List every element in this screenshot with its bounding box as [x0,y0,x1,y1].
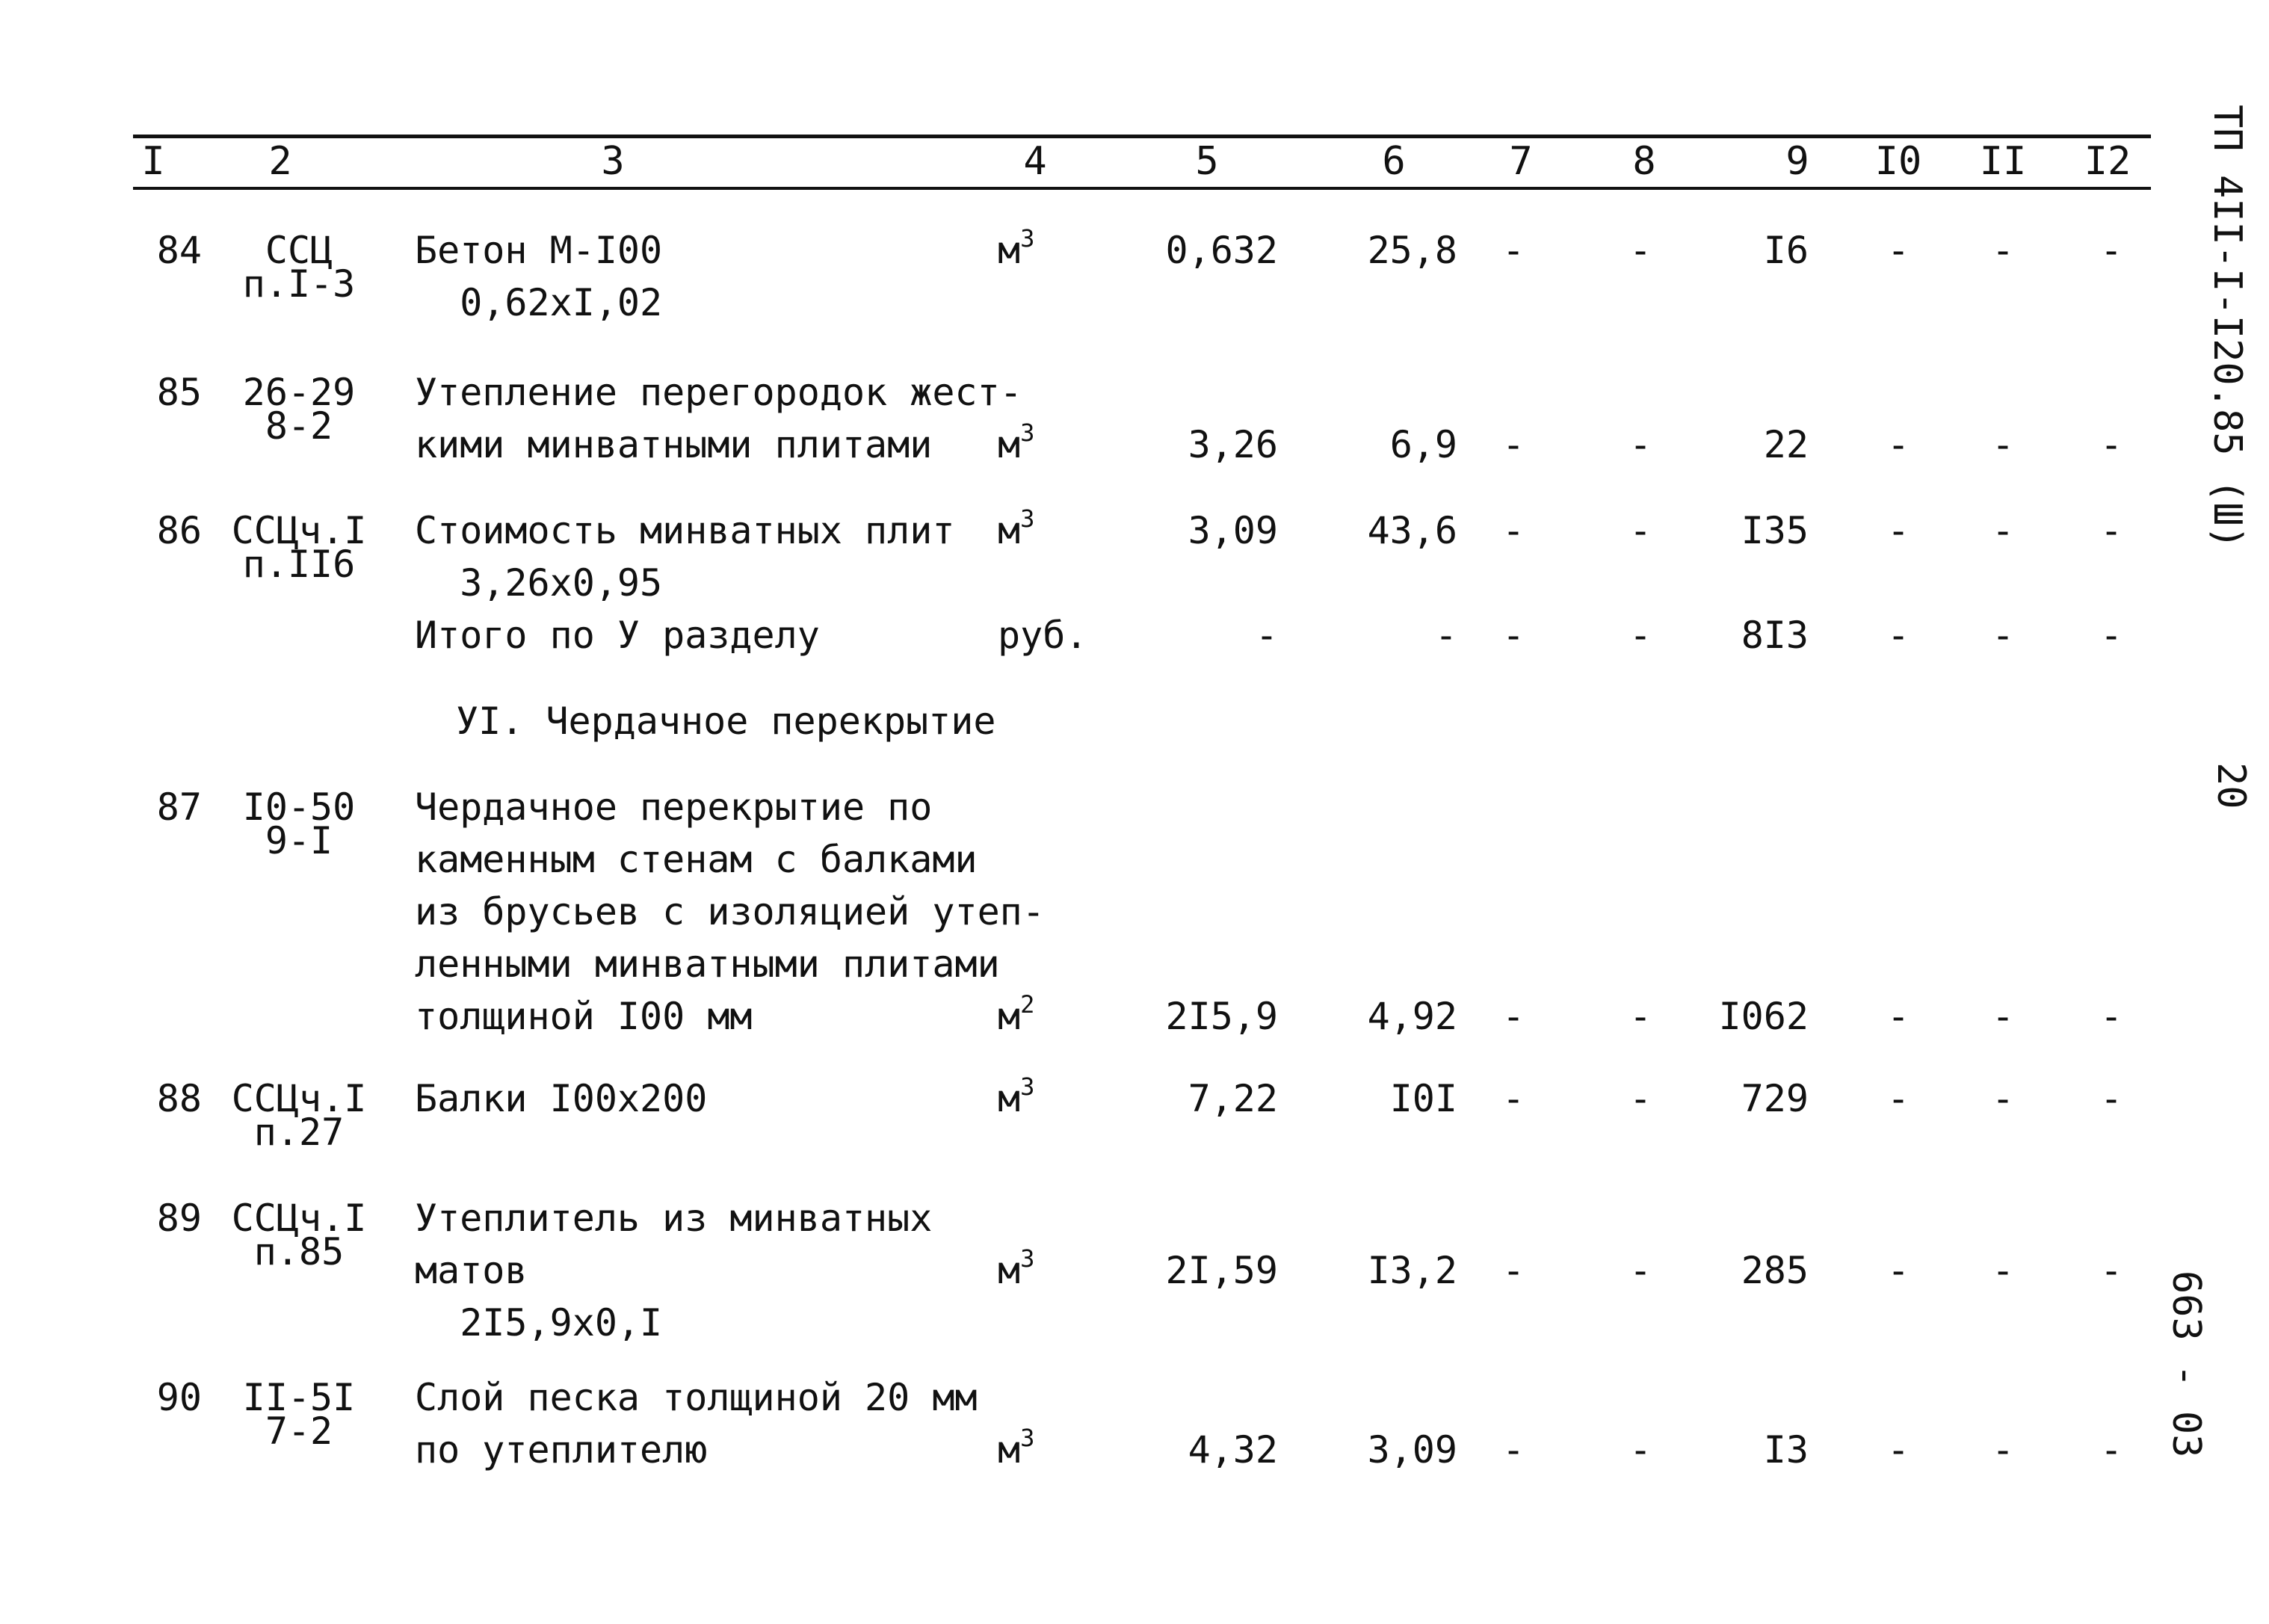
row-number: 84 [156,229,202,272]
row-col-6: 6,9 [1389,423,1457,466]
row-reference: п.85 [253,1230,345,1273]
row-number: 90 [156,1376,202,1419]
row-col-12: - [2099,423,2123,466]
row-description: толщиной I00 мм [415,995,753,1038]
row-description: Утепление перегородок жест- [415,371,1022,414]
row-reference: 8-2 [265,404,333,448]
row-col-9: 8I3 [1741,614,1809,657]
row-col-5: - [1255,614,1278,657]
header-top-rule [133,135,2151,138]
row-unit: $м^3$ [998,1424,1035,1472]
row-description: Утеплитель из минватных [415,1197,933,1240]
row-col-7: - [1501,614,1525,657]
row-description: Бетон М-I00 [415,229,663,272]
section-title: УI. Чердачное перекрытие [456,700,996,743]
row-reference: I0-50 [242,785,356,829]
row-col-11: - [1991,1428,2015,1472]
row-col-8: - [1629,614,1652,657]
header-col-1: I [141,139,165,184]
row-col-10: - [1886,509,1910,552]
row-col-7: - [1501,1249,1525,1292]
row-reference: 7-2 [265,1410,333,1453]
row-col-5: 2I5,9 [1165,995,1278,1038]
row-col-12: - [2099,614,2123,657]
row-col-7: - [1501,995,1525,1038]
row-col-6: 4,92 [1367,995,1457,1038]
row-col-5: 4,32 [1188,1428,1278,1472]
row-col-10: - [1886,1428,1910,1472]
row-col-9: I062 [1718,995,1809,1038]
row-description: 2I5,9х0,I [415,1301,663,1344]
row-col-6: 43,6 [1367,509,1457,552]
row-col-8: - [1629,995,1652,1038]
row-col-8: - [1629,423,1652,466]
row-unit: $м^2$ [998,990,1035,1038]
row-col-10: - [1886,1249,1910,1292]
header-bottom-rule [133,187,2151,190]
row-description: 0,62хI,02 [415,281,663,324]
row-description: кими минватными плитами [415,423,933,466]
row-reference: п.27 [253,1111,345,1154]
row-reference: 26-29 [242,371,356,414]
row-col-11: - [1991,229,2015,272]
header-col-12: I2 [2084,139,2131,184]
header-col-5: 5 [1195,139,1219,184]
row-col-9: I35 [1741,509,1809,552]
row-col-8: - [1629,509,1652,552]
row-col-12: - [2099,1249,2123,1292]
row-reference: II-5I [242,1376,356,1419]
row-col-8: - [1629,1249,1652,1292]
row-col-12: - [2099,509,2123,552]
row-col-8: - [1629,1077,1652,1120]
row-unit: $м^3$ [998,504,1035,552]
header-col-7: 7 [1509,139,1533,184]
row-col-5: 2I,59 [1165,1249,1278,1292]
row-col-8: - [1629,1428,1652,1472]
row-col-11: - [1991,995,2015,1038]
row-col-11: - [1991,509,2015,552]
unit-exponent: 3 [1020,1244,1035,1273]
row-unit: $м^3$ [998,1244,1035,1292]
row-description: матов [415,1249,528,1292]
row-col-8: - [1629,229,1652,272]
header-col-6: 6 [1382,139,1406,184]
unit-exponent: 3 [1020,504,1035,533]
unit-exponent: 3 [1020,419,1035,447]
row-reference: ССЦч.I [231,1077,367,1120]
row-description: Итого по У разделу [415,614,820,657]
row-col-6: - [1434,614,1457,657]
header-col-3: 3 [601,139,625,184]
side-document-code: ТП 4II-I-I20.85 (Ш) [2205,105,2250,549]
row-col-6: 25,8 [1367,229,1457,272]
unit-exponent: 2 [1020,990,1035,1019]
row-unit: $м^3$ [998,1072,1035,1120]
row-col-5: 0,632 [1165,229,1278,272]
row-number: 87 [156,785,202,829]
row-col-5: 3,26 [1188,423,1278,466]
row-col-9: I6 [1763,229,1809,272]
row-col-7: - [1501,423,1525,466]
row-col-10: - [1886,995,1910,1038]
row-number: 89 [156,1197,202,1240]
row-col-7: - [1501,1428,1525,1472]
row-description: Чердачное перекрытие по [415,785,933,829]
row-reference: ССЦ [265,229,333,272]
row-col-10: - [1886,229,1910,272]
row-unit: $м^3$ [998,224,1035,272]
row-col-7: - [1501,1077,1525,1120]
row-col-12: - [2099,1428,2123,1472]
unit-exponent: 3 [1020,224,1035,253]
row-description: Слой песка толщиной 20 мм [415,1376,978,1419]
header-col-8: 8 [1632,139,1656,184]
row-col-11: - [1991,1249,2015,1292]
row-col-10: - [1886,423,1910,466]
row-unit: руб. [998,614,1088,657]
row-col-6: I0I [1389,1077,1457,1120]
row-description: из брусьев с изоляцией утеп- [415,890,1045,933]
row-number: 88 [156,1077,202,1120]
row-col-7: - [1501,229,1525,272]
row-reference: 9-I [265,819,333,862]
header-col-4: 4 [1023,139,1047,184]
row-col-11: - [1991,1077,2015,1120]
row-number: 85 [156,371,202,414]
row-col-6: I3,2 [1367,1249,1457,1292]
row-reference: п.I-3 [242,262,356,306]
row-description: Стоимость минватных плит [415,509,955,552]
row-col-7: - [1501,509,1525,552]
row-col-12: - [2099,995,2123,1038]
row-col-5: 7,22 [1188,1077,1278,1120]
header-col-10: I0 [1874,139,1922,184]
row-reference: ССЦч.I [231,509,367,552]
row-col-5: 3,09 [1188,509,1278,552]
unit-exponent: 3 [1020,1072,1035,1101]
row-col-11: - [1991,614,2015,657]
row-description: 3,26х0,95 [415,561,663,605]
row-col-9: 729 [1741,1077,1809,1120]
row-col-12: - [2099,229,2123,272]
row-col-12: - [2099,1077,2123,1120]
row-description: Балки I00х200 [415,1077,708,1120]
row-reference: п.II6 [242,543,356,586]
row-col-6: 3,09 [1367,1428,1457,1472]
header-col-11: II [1979,139,2027,184]
row-description: ленными минватными плитами [415,942,1000,986]
row-col-9: I3 [1763,1428,1809,1472]
row-col-9: 22 [1763,423,1809,466]
row-col-9: 285 [1741,1249,1809,1292]
side-archive-code: 663 - 03 [2164,1271,2208,1458]
row-col-10: - [1886,614,1910,657]
header-col-9: 9 [1785,139,1809,184]
side-page-number: 20 [2208,762,2253,809]
row-description: по утеплителю [415,1428,708,1472]
header-col-2: 2 [268,139,292,184]
row-reference: ССЦч.I [231,1197,367,1240]
row-number: 86 [156,509,202,552]
row-description: каменным стенам с балками [415,838,978,881]
row-unit: $м^3$ [998,419,1035,466]
row-col-11: - [1991,423,2015,466]
unit-exponent: 3 [1020,1424,1035,1452]
row-col-10: - [1886,1077,1910,1120]
